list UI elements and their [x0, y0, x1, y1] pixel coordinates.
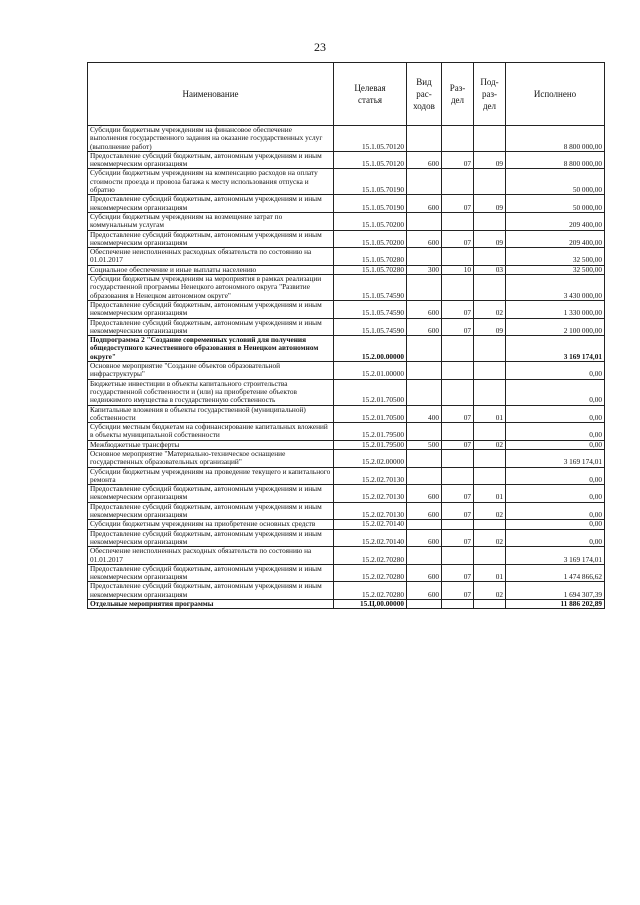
row-target-article: 15.1.05.70120 — [334, 126, 407, 152]
row-executed-amount: 0,00 — [506, 362, 605, 380]
table-row — [88, 564, 605, 582]
row-subsection — [474, 547, 506, 565]
budget-table — [87, 62, 605, 609]
row-expense-type — [407, 449, 442, 467]
row-executed-amount: 8 800 000,00 — [506, 151, 605, 169]
row-section: 07 — [442, 405, 474, 423]
header-subsection: Под- раз- дел — [474, 63, 506, 126]
row-subsection: 09 — [474, 230, 506, 248]
row-name: Предоставление субсидий бюджетным, автономным учреждениям и иным некоммерческим организациям — [88, 582, 334, 600]
table-row — [88, 520, 605, 529]
row-executed-amount: 0,00 — [506, 485, 605, 503]
row-subsection — [474, 169, 506, 195]
row-executed-amount: 32 500,00 — [506, 265, 605, 274]
row-subsection: 09 — [474, 195, 506, 213]
row-expense-type — [407, 379, 442, 405]
row-section: 07 — [442, 230, 474, 248]
row-name: Отдельные мероприятия программы — [88, 600, 334, 609]
header-row — [88, 63, 605, 126]
row-expense-type: 600 — [407, 300, 442, 318]
row-expense-type: 600 — [407, 151, 442, 169]
row-section — [442, 520, 474, 529]
row-target-article: 15.1.05.70200 — [334, 230, 407, 248]
table-row — [88, 423, 605, 441]
row-name: Субсидии бюджетным учреждениям на приобретение основных средств — [88, 520, 334, 529]
row-expense-type — [407, 126, 442, 152]
row-executed-amount: 1 474 866,62 — [506, 564, 605, 582]
row-executed-amount: 209 400,00 — [506, 230, 605, 248]
row-target-article: 15.2.00.00000 — [334, 336, 407, 362]
row-expense-type — [407, 547, 442, 565]
row-expense-type — [407, 362, 442, 380]
row-section: 07 — [442, 529, 474, 547]
row-executed-amount: 0,00 — [506, 520, 605, 529]
row-name: Субсидии бюджетным учреждениям на мероприятия в рамках реализации государственной программы Ненецкого автономного округа "Развитие образования в Ненецком автономном округе" — [88, 275, 334, 301]
row-target-article: 15.2.02.70140 — [334, 529, 407, 547]
row-expense-type: 600 — [407, 582, 442, 600]
row-target-article: 15.2.01.70500 — [334, 405, 407, 423]
row-executed-amount: 0,00 — [506, 405, 605, 423]
row-subsection: 01 — [474, 405, 506, 423]
row-executed-amount: 0,00 — [506, 423, 605, 441]
row-name: Субсидии бюджетным учреждениям на финансовое обеспечение выполнения государственного задания на оказание государственных услуг (выполнение работ) — [88, 126, 334, 152]
row-section — [442, 547, 474, 565]
row-name: Основное мероприятие "Создание объектов образовательной инфраструктуры" — [88, 362, 334, 380]
row-executed-amount: 8 800 000,00 — [506, 126, 605, 152]
row-name: Капитальные вложения в объекты государственной (муниципальной) собственности — [88, 405, 334, 423]
row-target-article: 15.2.02.70140 — [334, 520, 407, 529]
row-section: 10 — [442, 265, 474, 274]
row-subsection: 09 — [474, 318, 506, 336]
row-target-article: 15.1.05.70280 — [334, 265, 407, 274]
page-number: 23 — [314, 40, 326, 54]
row-executed-amount: 3 169 174,01 — [506, 547, 605, 565]
row-name: Предоставление субсидий бюджетным, автономным учреждениям и иным некоммерческим организациям — [88, 564, 334, 582]
row-section — [442, 275, 474, 301]
row-executed-amount: 1 330 000,00 — [506, 300, 605, 318]
table-row — [88, 379, 605, 405]
row-section: 07 — [442, 318, 474, 336]
row-name: Основное мероприятие "Материально-техническое оснащение государственных образовательных организаций" — [88, 449, 334, 467]
row-target-article: 15.1.05.74590 — [334, 275, 407, 301]
table-row — [88, 275, 605, 301]
row-executed-amount: 3 169 174,01 — [506, 449, 605, 467]
row-executed-amount: 11 886 202,89 — [506, 600, 605, 609]
table-row — [88, 300, 605, 318]
row-subsection — [474, 600, 506, 609]
row-subsection — [474, 126, 506, 152]
row-section — [442, 379, 474, 405]
row-name: Предоставление субсидий бюджетным, автономным учреждениям и иным некоммерческим организациям — [88, 230, 334, 248]
row-name: Предоставление субсидий бюджетным, автономным учреждениям и иным некоммерческим организациям — [88, 195, 334, 213]
row-expense-type: 600 — [407, 485, 442, 503]
row-expense-type — [407, 248, 442, 266]
row-target-article: 15.1.05.70280 — [334, 248, 407, 266]
row-target-article: 15.2.02.70280 — [334, 564, 407, 582]
table-row — [88, 318, 605, 336]
row-executed-amount: 0,00 — [506, 440, 605, 449]
table-row — [88, 195, 605, 213]
row-subsection — [474, 379, 506, 405]
row-section: 07 — [442, 564, 474, 582]
row-subsection — [474, 362, 506, 380]
table-row — [88, 230, 605, 248]
row-section: 07 — [442, 485, 474, 503]
table-row — [88, 362, 605, 380]
row-target-article: 15.1.05.70200 — [334, 212, 407, 230]
row-subsection: 02 — [474, 300, 506, 318]
row-expense-type: 600 — [407, 230, 442, 248]
row-section — [442, 248, 474, 266]
table-row — [88, 600, 605, 609]
row-name: Предоставление субсидий бюджетным, автономным учреждениям и иным некоммерческим организациям — [88, 318, 334, 336]
row-name: Обеспечение неисполненных расходных обязательств по состоянию на 01.01.2017 — [88, 547, 334, 565]
row-expense-type: 600 — [407, 529, 442, 547]
table-body — [88, 126, 605, 609]
row-target-article: 15.2.01.79500 — [334, 440, 407, 449]
row-name: Предоставление субсидий бюджетным, автономным учреждениям и иным некоммерческим организациям — [88, 485, 334, 503]
header-executed: Исполнено — [506, 63, 605, 126]
row-name: Бюджетные инвестиции в объекты капитального строительства государственной собственности и (или) на приобретение объектов недвижимого имущества в государственную собственность — [88, 379, 334, 405]
row-section — [442, 449, 474, 467]
row-expense-type: 500 — [407, 440, 442, 449]
row-target-article: 15.1.05.70190 — [334, 169, 407, 195]
table-row — [88, 529, 605, 547]
row-executed-amount: 0,00 — [506, 529, 605, 547]
table-row — [88, 212, 605, 230]
row-name: Субсидии бюджетным учреждениям на проведение текущего и капитального ремонта — [88, 467, 334, 485]
row-target-article: 15.Ц.00.00000 — [334, 600, 407, 609]
row-executed-amount: 0,00 — [506, 502, 605, 520]
header-name: Наименование — [88, 63, 334, 126]
row-expense-type: 600 — [407, 564, 442, 582]
table-row — [88, 405, 605, 423]
row-target-article: 15.1.05.74590 — [334, 318, 407, 336]
table-row — [88, 467, 605, 485]
row-section — [442, 169, 474, 195]
row-expense-type — [407, 275, 442, 301]
row-section: 07 — [442, 440, 474, 449]
row-subsection — [474, 449, 506, 467]
row-target-article: 15.2.02.70130 — [334, 485, 407, 503]
row-name: Социальное обеспечение и иные выплаты населению — [88, 265, 334, 274]
row-executed-amount: 2 100 000,00 — [506, 318, 605, 336]
row-subsection: 02 — [474, 440, 506, 449]
row-subsection: 02 — [474, 502, 506, 520]
row-executed-amount: 209 400,00 — [506, 212, 605, 230]
row-target-article: 15.2.02.70280 — [334, 547, 407, 565]
row-subsection — [474, 275, 506, 301]
row-target-article: 15.2.02.70280 — [334, 582, 407, 600]
row-expense-type — [407, 212, 442, 230]
row-target-article: 15.1.05.70120 — [334, 151, 407, 169]
row-name: Предоставление субсидий бюджетным, автономным учреждениям и иным некоммерческим организациям — [88, 300, 334, 318]
row-subsection — [474, 467, 506, 485]
row-executed-amount: 3 169 174,01 — [506, 336, 605, 362]
header-target-article: Целевая статья — [334, 63, 407, 126]
row-target-article: 15.2.01.79500 — [334, 423, 407, 441]
row-subsection — [474, 520, 506, 529]
row-subsection — [474, 336, 506, 362]
row-subsection — [474, 212, 506, 230]
row-target-article: 15.2.02.70130 — [334, 502, 407, 520]
table-row — [88, 151, 605, 169]
row-subsection: 09 — [474, 151, 506, 169]
row-expense-type: 300 — [407, 265, 442, 274]
row-subsection: 03 — [474, 265, 506, 274]
row-section: 07 — [442, 582, 474, 600]
row-section — [442, 362, 474, 380]
row-expense-type — [407, 520, 442, 529]
row-subsection — [474, 248, 506, 266]
row-section: 07 — [442, 195, 474, 213]
row-expense-type — [407, 467, 442, 485]
row-target-article: 15.1.05.74590 — [334, 300, 407, 318]
row-executed-amount: 50 000,00 — [506, 169, 605, 195]
row-executed-amount: 32 500,00 — [506, 248, 605, 266]
row-section — [442, 126, 474, 152]
row-section: 07 — [442, 300, 474, 318]
table-row — [88, 248, 605, 266]
row-expense-type — [407, 169, 442, 195]
row-subsection: 02 — [474, 582, 506, 600]
row-name: Подпрограмма 2 "Создание современных условий для получения общедоступного качественного образования в Ненецком автономном округе" — [88, 336, 334, 362]
row-subsection: 02 — [474, 529, 506, 547]
row-section — [442, 423, 474, 441]
header-expense-type: Вид рас- ходов — [407, 63, 442, 126]
row-name: Субсидии местным бюджетам на софинансирование капитальных вложений в объекты муниципальной собственности — [88, 423, 334, 441]
row-executed-amount: 50 000,00 — [506, 195, 605, 213]
table-row — [88, 582, 605, 600]
row-section: 07 — [442, 502, 474, 520]
row-expense-type — [407, 600, 442, 609]
row-expense-type: 600 — [407, 502, 442, 520]
row-target-article: 15.1.05.70190 — [334, 195, 407, 213]
row-target-article: 15.2.01.70500 — [334, 379, 407, 405]
row-subsection: 01 — [474, 564, 506, 582]
row-target-article: 15.2.01.00000 — [334, 362, 407, 380]
row-name: Субсидии бюджетным учреждениям на возмещение затрат по коммунальным услугам — [88, 212, 334, 230]
header-section: Раз- дел — [442, 63, 474, 126]
row-name: Предоставление субсидий бюджетным, автономным учреждениям и иным некоммерческим организациям — [88, 502, 334, 520]
row-name: Предоставление субсидий бюджетным, автономным учреждениям и иным некоммерческим организациям — [88, 529, 334, 547]
row-name: Предоставление субсидий бюджетным, автономным учреждениям и иным некоммерческим организациям — [88, 151, 334, 169]
row-section: 07 — [442, 151, 474, 169]
row-section — [442, 212, 474, 230]
row-expense-type: 600 — [407, 195, 442, 213]
table-row — [88, 126, 605, 152]
row-expense-type — [407, 336, 442, 362]
table-row — [88, 502, 605, 520]
row-name: Субсидии бюджетным учреждениям на компенсацию расходов на оплату стоимости проезда и провоза багажа к месту использования отпуска и обратно — [88, 169, 334, 195]
table-row — [88, 449, 605, 467]
row-executed-amount: 0,00 — [506, 467, 605, 485]
row-expense-type: 400 — [407, 405, 442, 423]
row-executed-amount: 0,00 — [506, 379, 605, 405]
row-section — [442, 467, 474, 485]
row-name: Межбюджетные трансферты — [88, 440, 334, 449]
row-expense-type: 600 — [407, 318, 442, 336]
table-row — [88, 169, 605, 195]
row-executed-amount: 1 694 307,39 — [506, 582, 605, 600]
row-subsection — [474, 423, 506, 441]
row-section — [442, 336, 474, 362]
table-row — [88, 336, 605, 362]
row-name: Обеспечение неисполненных расходных обязательств по состоянию на 01.01.2017 — [88, 248, 334, 266]
table-row — [88, 547, 605, 565]
row-target-article: 15.2.02.00000 — [334, 449, 407, 467]
row-expense-type — [407, 423, 442, 441]
row-section — [442, 600, 474, 609]
row-executed-amount: 3 430 000,00 — [506, 275, 605, 301]
row-subsection: 01 — [474, 485, 506, 503]
table-row — [88, 485, 605, 503]
row-target-article: 15.2.02.70130 — [334, 467, 407, 485]
